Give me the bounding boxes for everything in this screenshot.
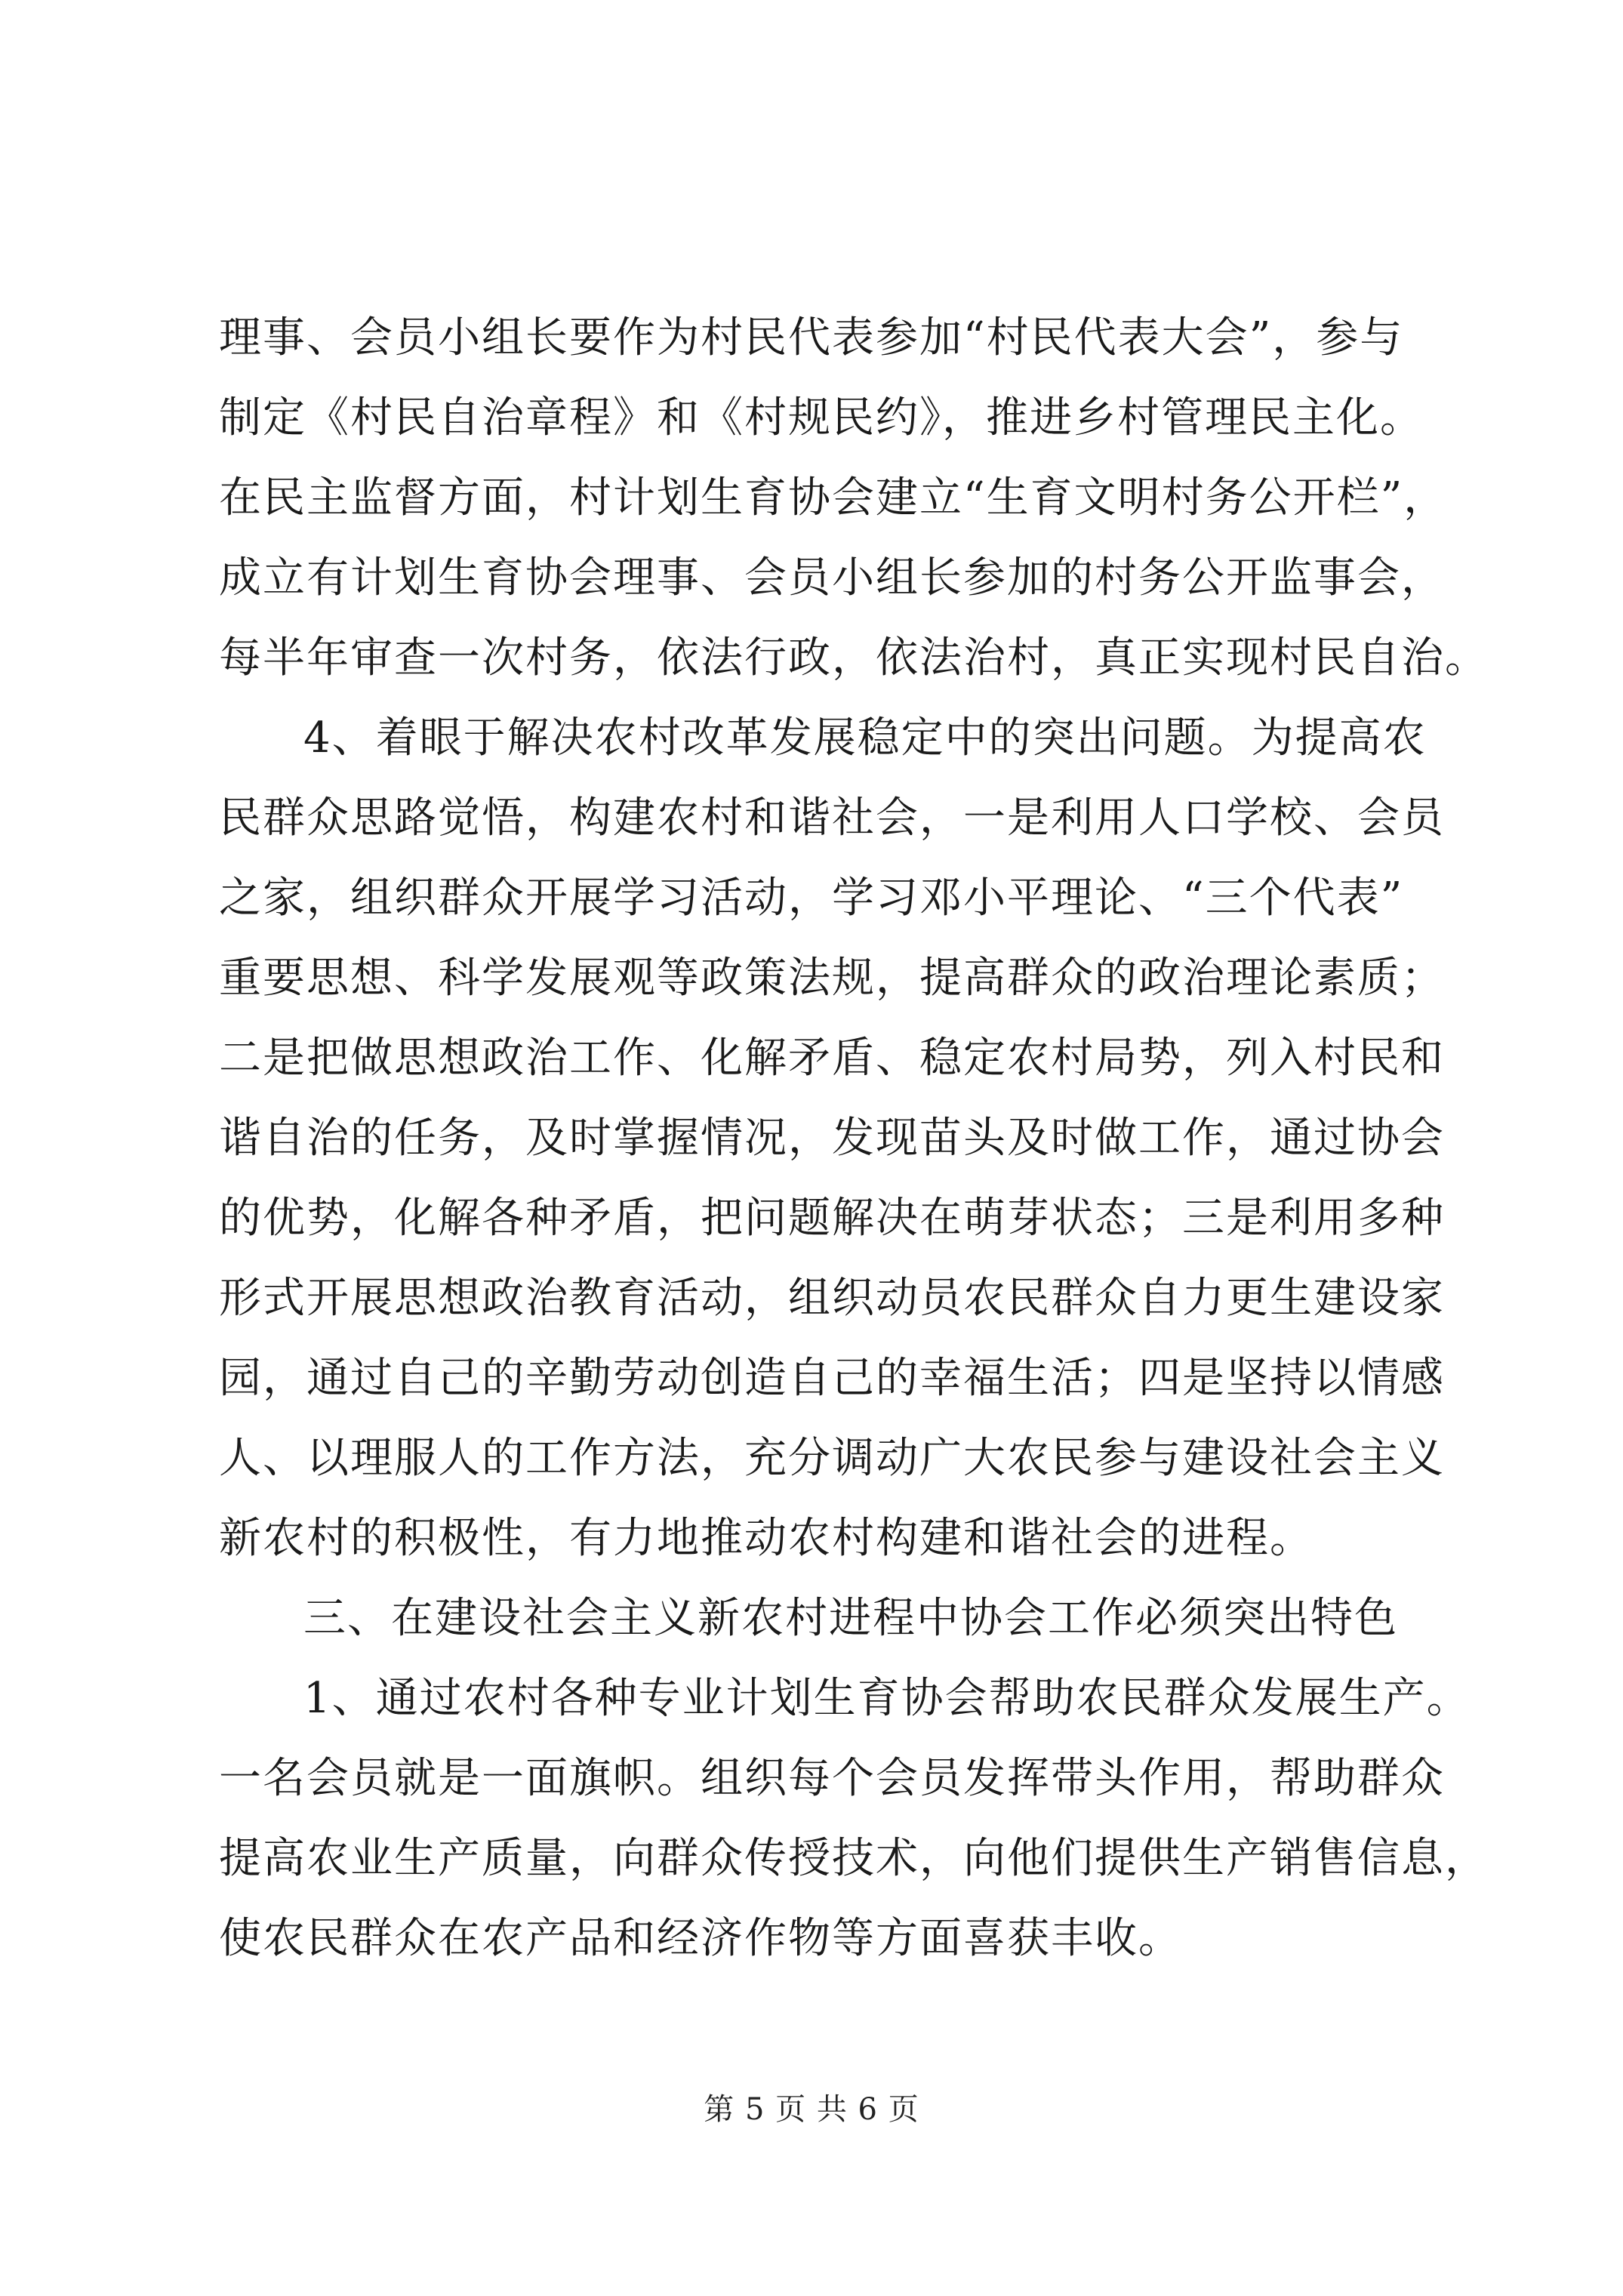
text-line: 4、着眼于解决农村改革发展稳定中的突出问题。为提高农 (303, 713, 1427, 763)
text-line: 新农村的积极性，有力地推动农村构建和谐社会的进程。 (219, 1514, 1313, 1563)
text-line: 制定《村民自治章程》和《村规民约》，推进乡村管理民主化。 (219, 393, 1424, 442)
text-line: 人、以理服人的工作方法，充分调动广大农民参与建设社会主义 (219, 1434, 1445, 1483)
text-line: 使农民群众在农产品和经济作物等方面喜获丰收。 (219, 1914, 1182, 1963)
text-line: 之家，组织群众开展学习活动，学习邓小平理论、“三个代表” (219, 874, 1404, 923)
document-body (219, 298, 1489, 1979)
text-line: 1、通过农村各种专业计划生育协会帮助农民群众发展生产。 (303, 1674, 1471, 1723)
text-line: 民群众思路觉悟，构建农村和谐社会，一是利用人口学校、会员 (219, 794, 1445, 843)
text-line: 谐自治的任务，及时掌握情况，发现苗头及时做工作，通过协会 (219, 1114, 1445, 1163)
text-line: 二是把做思想政治工作、化解矛盾、稳定农村局势，列入村民和 (219, 1034, 1445, 1083)
text-line: 每半年审查一次村务，依法行政，依法治村，真正实现村民自治。 (219, 633, 1489, 683)
text-line: 提高农业生产质量，向群众传授技术，向他们提供生产销售信息， (219, 1834, 1489, 1883)
text-line: 形式开展思想政治教育活动，组织动员农民群众自力更生建设家 (219, 1274, 1445, 1323)
text-line: 理事、会员小组长要作为村民代表参加“村民代表大会”，参与 (219, 313, 1404, 362)
text-line: 一名会员就是一面旗帜。组织每个会员发挥带头作用，帮助群众 (219, 1754, 1445, 1803)
text-line: 在民主监督方面，村计划生育协会建立“生育文明村务公开栏”， (219, 473, 1448, 522)
text-line: 三、在建设社会主义新农村进程中协会工作必须突出特色 (303, 1594, 1398, 1643)
text-line: 的优势，化解各种矛盾，把问题解决在萌芽状态；三是利用多种 (219, 1194, 1445, 1243)
text-line: 园，通过自己的辛勤劳动创造自己的幸福生活；四是坚持以情感 (219, 1354, 1445, 1403)
text-line: 成立有计划生育协会理事、会员小组长参加的村务公开监事会， (219, 553, 1445, 603)
text-line: 重要思想、科学发展观等政策法规，提高群众的政治理论素质； (219, 954, 1445, 1003)
page-footer: 第 5 页 共 6 页 (704, 2092, 919, 2127)
